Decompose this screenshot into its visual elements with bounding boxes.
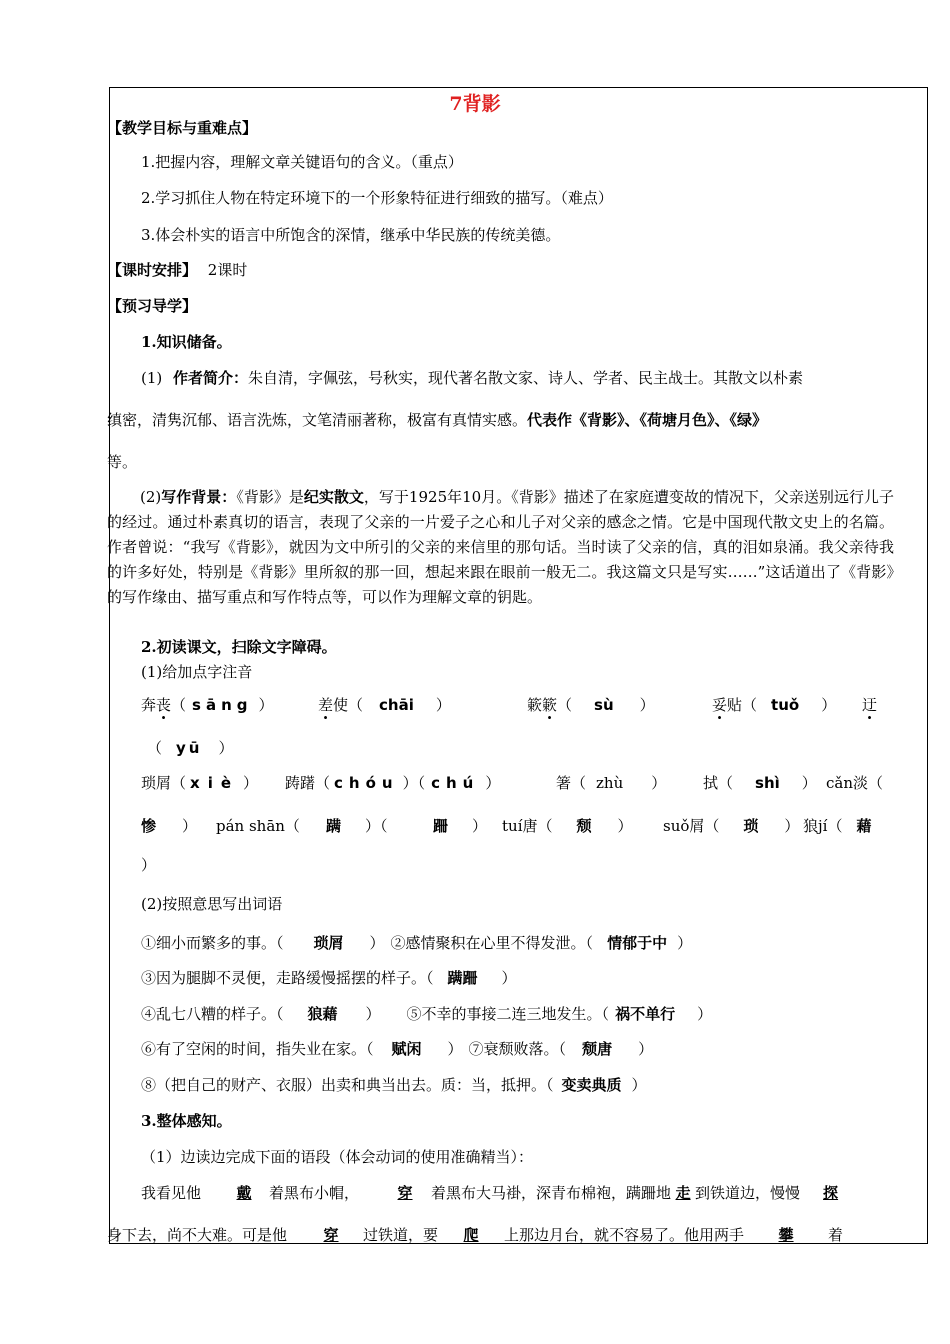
pinyin-answer: xiè	[190, 774, 240, 792]
pinyin-item-yu	[862, 694, 877, 715]
close-paren: ）	[218, 739, 234, 757]
answer: 颓唐	[582, 1040, 613, 1058]
goal-item-3: 3.体会朴实的语言中所饱含的深情，继承中华民族的传统美德。	[141, 226, 561, 244]
word: 箸（	[556, 774, 587, 792]
pinyin-item-chaishi	[318, 694, 451, 715]
close-paren: ）	[243, 774, 259, 792]
section-2-title: 2.初读课文，扫除文字障碍。	[141, 638, 337, 656]
close-paren: ）	[501, 969, 517, 987]
pinyin-prompt: suǒ屑（	[663, 817, 720, 835]
text: 身下去，尚不大难。可是他	[107, 1226, 288, 1244]
section-3-title: 3.整体感知。	[141, 1112, 232, 1130]
char-answer: 颓	[576, 817, 592, 835]
pinyin-item-tuotie	[712, 694, 836, 715]
dotted-char: 差	[318, 696, 334, 714]
answer: 蹒跚	[447, 969, 478, 987]
answer-suo	[663, 815, 799, 836]
open-paren: （	[147, 739, 163, 757]
dotted-char: 迂	[862, 696, 878, 714]
pinyin-item-chouchu	[285, 772, 500, 793]
paren-pair: ）（	[402, 774, 426, 792]
section-3-1-title: （1）边读边完成下面的语段（体会动词的使用准确精当）：	[141, 1148, 534, 1166]
question: ③因为腿脚不灵便，走路缓慢摇摆的样子。（	[141, 969, 434, 987]
close-paren: ）	[639, 696, 655, 714]
char-answer: 蹒	[325, 817, 341, 835]
close-paren: ）	[784, 817, 800, 835]
char-answer: 惨	[141, 817, 157, 835]
section-2-1-title: (1)给加点字注音	[141, 663, 253, 681]
paren-pair: ）（	[364, 817, 388, 835]
text: 上那边月台，就不容易了。他用两手	[504, 1226, 745, 1244]
question: ⑤不幸的事接二连三地发生。（	[406, 1005, 610, 1023]
close-paren-ji: ）	[141, 856, 157, 874]
close-paren: ）	[365, 1005, 381, 1023]
author-intro-line1	[141, 367, 803, 388]
char-answer: 琐	[743, 817, 759, 835]
word-char: 簌	[527, 696, 543, 714]
text: 着黑布大马褂，深青布棉袍，蹒跚地	[431, 1184, 672, 1202]
answer: 琐屑	[313, 934, 344, 952]
char-answer: 藉	[856, 817, 872, 835]
word: 拭（	[703, 774, 734, 792]
answer-panshan	[216, 815, 387, 836]
fill-answer: 探	[823, 1184, 839, 1202]
dotted-char: 簌	[542, 696, 558, 714]
close-paren: ）	[631, 1076, 647, 1094]
question: ①细小而繁多的事。（	[141, 934, 284, 952]
pinyin-answer: sāng	[192, 696, 253, 714]
close-paren: ）	[638, 1040, 654, 1058]
background-paragraph	[107, 485, 894, 610]
pinyin-item-suoxie	[141, 772, 258, 793]
fill-answer: 穿	[397, 1184, 413, 1202]
close-paren: ）	[677, 934, 693, 952]
goal-item-2: 2.学习抓住人物在特定环境下的一个形象特征进行细致的描写。（难点）	[141, 189, 613, 207]
pinyin-item-shi	[703, 772, 817, 793]
pinyin-item-yu-answer	[147, 737, 234, 758]
word-question-8	[141, 1074, 647, 1095]
answer: 变卖典质	[561, 1076, 622, 1094]
dotted-char: 妥	[712, 696, 728, 714]
pinyin-item-zhu	[556, 772, 666, 793]
close-paren: ）	[485, 774, 501, 792]
close-paren: ）	[435, 696, 451, 714]
section-2-2-title: (2)按照意思写出词语	[141, 895, 283, 913]
author-text1: 朱自清，字佩弦，号秋实，现代著名散文家、诗人、学者、民主战士。其散文以朴素	[248, 369, 804, 387]
answer-tui	[502, 815, 633, 836]
word-question-4-5	[141, 1003, 712, 1024]
word-question-1-2	[141, 932, 692, 953]
pinyin-answer: chú	[431, 774, 480, 792]
pinyin-answer: shì	[755, 774, 780, 792]
schedule-value: 2课时	[207, 261, 248, 279]
pinyin-prompt: tuí唐（	[502, 817, 553, 835]
goals-heading: 【教学目标与重难点】	[107, 119, 258, 137]
goal-item-1: 1.把握内容，理解文章关键语句的含义。（重点）	[141, 153, 463, 171]
close-paren: ）	[617, 817, 633, 835]
close-paren: ）	[182, 817, 198, 835]
author-text2a: 缜密，清隽沉郁、语言洗炼，文笔清丽著称，极富有真情实感。	[107, 411, 528, 429]
word: 琐屑（	[141, 774, 187, 792]
answer-can	[141, 815, 197, 836]
fill-line-1	[141, 1182, 838, 1203]
word-question-3	[141, 967, 517, 988]
close-paren: ）	[472, 817, 488, 835]
text: 着	[828, 1226, 844, 1244]
schedule	[107, 259, 247, 280]
pinyin-answer: chóu	[334, 774, 399, 792]
word-question-6-7	[141, 1038, 653, 1059]
pinyin-prompt: pán shān（	[216, 817, 300, 835]
close-paren: ）	[258, 696, 274, 714]
background-num: (2)	[140, 488, 162, 506]
close-paren: ）	[697, 1005, 713, 1023]
answer: 赋闲	[391, 1040, 422, 1058]
question: ⑧（把自己的财产、衣服）出卖和典当出去。质：当，抵押。（	[141, 1076, 554, 1094]
dotted-char: 丧	[156, 696, 172, 714]
word: 踌躇（	[285, 774, 331, 792]
author-intro-line2	[107, 409, 767, 430]
pinyin-prompt: 狼jí（	[803, 817, 843, 835]
question: ⑦衰颓败落。（	[468, 1040, 567, 1058]
background-t3: ，写于1925年10月。《背影》描述了在家庭遭变故的情况下，父亲送别远行儿子的经过。通过朴素真切的语言，表现了父亲的一片爱子之心和儿子对父亲的感念之情。它是中国现代散文史上的名篇。作者曾说：“我写《背影》，就因为文中所引的父亲的来信里的那句话。当时读了父亲的信，真的泪如泉涌。我父亲待我的许多好处，特别是《背影》里所叙的那一回，想起来跟在眼前一般无二。我这篇文只是写实……”这话道出了《背影》的写作缘由、描写重点和写作特点等，可以作为理解文章的钥匙。	[107, 488, 894, 606]
answer-shan	[433, 815, 487, 836]
author-works: 代表作《背影》、《荷塘月色》、《绿》	[527, 411, 768, 429]
fill-answer: 攀	[778, 1226, 794, 1244]
answer: 祸不单行	[615, 1005, 676, 1023]
schedule-heading: 【课时安排】	[107, 261, 198, 279]
word-char: 奔	[141, 696, 157, 714]
answer: 情郁于中	[607, 934, 668, 952]
question: ②感情聚积在心里不得发泄。（	[390, 934, 594, 952]
close-paren: ）	[651, 774, 667, 792]
background-t1: 《背影》是	[236, 488, 304, 506]
answer: 狼藉	[307, 1005, 338, 1023]
char-answer: 跚	[433, 817, 449, 835]
open-paren: （	[557, 696, 573, 714]
fill-line-2	[107, 1224, 843, 1245]
close-paren: ）	[369, 934, 385, 952]
close-paren: ）	[801, 774, 817, 792]
close-paren: ）	[821, 696, 837, 714]
word-rest: 使（	[333, 696, 364, 714]
background-genre: 纪实散文	[303, 488, 364, 506]
question: ⑥有了空闲的时间，指失业在家。（	[141, 1040, 374, 1058]
text: 着黑布小帽，	[269, 1184, 360, 1202]
author-intro-line3: 等。	[107, 453, 138, 471]
pinyin-answer: tuǒ	[771, 696, 800, 714]
text: 我看见他	[141, 1184, 202, 1202]
fill-answer: 爬	[463, 1226, 479, 1244]
text: 过铁道，要	[363, 1226, 439, 1244]
fill-answer: 穿	[323, 1226, 339, 1244]
pinyin-answer: yū	[176, 739, 203, 757]
pinyin-answer: chāi	[379, 696, 414, 714]
text: 到铁道边，慢慢	[695, 1184, 801, 1202]
fill-answer: 戴	[236, 1184, 252, 1202]
fill-answer: 走	[675, 1184, 691, 1202]
preview-heading: 【预习导学】	[107, 297, 198, 315]
section-1-title: 1.知识储备。	[141, 333, 232, 351]
pinyin-answer: zhù	[596, 774, 624, 792]
pinyin-item-susu	[527, 694, 655, 715]
close-paren: ）	[447, 1040, 463, 1058]
pinyin-item-candan: cǎn淡（	[826, 774, 884, 792]
word-rest: 贴（	[727, 696, 758, 714]
page-title: 7背影	[449, 93, 501, 115]
question: ④乱七八糟的样子。（	[141, 1005, 284, 1023]
background-label: 写作背景：	[161, 488, 237, 506]
pinyin-answer: sù	[594, 696, 614, 714]
pinyin-item-bensang	[141, 694, 274, 715]
answer-ji	[803, 815, 871, 836]
author-label: 作者简介：	[173, 369, 249, 387]
open-paren: （	[171, 696, 187, 714]
author-num: (1)	[141, 369, 163, 387]
